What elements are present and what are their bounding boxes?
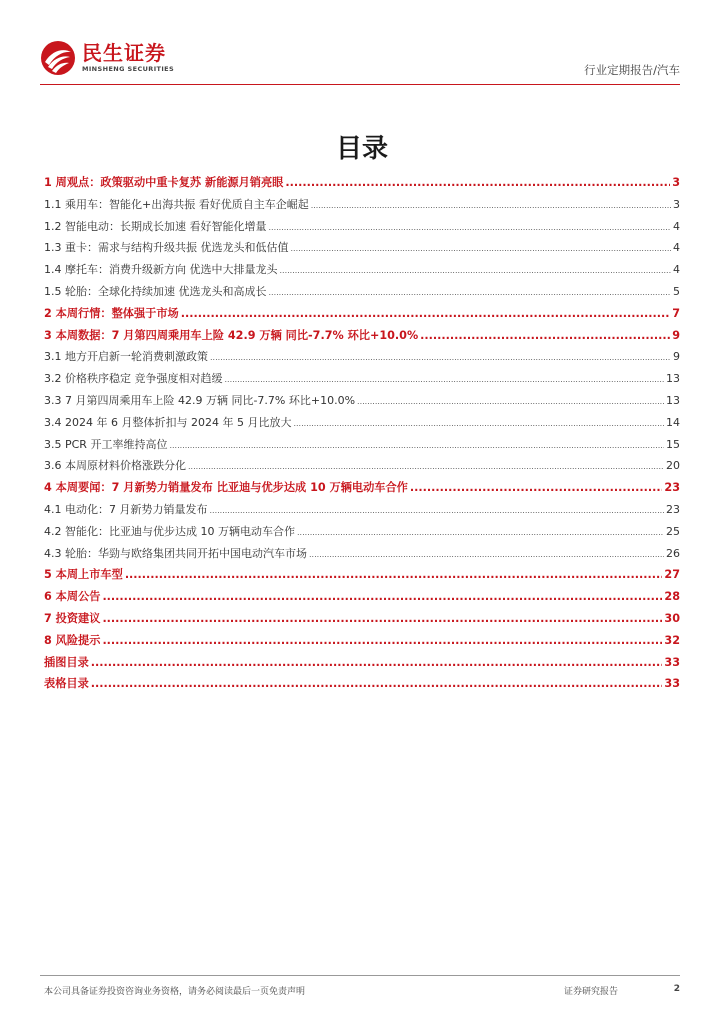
header-divider: [40, 84, 680, 85]
toc-entry-page: 4: [673, 263, 680, 277]
footer-page-number: 2: [673, 984, 680, 994]
toc-entry-title: 1.1 乘用车：智能化+出海共振 看好优质自主车企崛起: [44, 197, 309, 211]
toc-leader-dots: [269, 282, 672, 304]
toc-entry-page: 30: [664, 611, 680, 625]
toc-leader-dots: [181, 303, 670, 325]
toc-leader-dots: [297, 522, 664, 544]
toc-entry-title: 4 本周要闻：7 月新势力销量发布 比亚迪与优步达成 10 万辆电动车合作: [44, 481, 408, 495]
toc-entry-title: 8 风险提示: [44, 633, 101, 647]
toc-leader-dots: [169, 435, 664, 457]
toc-entry-title: 3.6 本周原材料价格涨跌分化: [44, 459, 186, 473]
toc-entry[interactable]: [44, 368, 680, 390]
toc-leader-dots: [102, 630, 662, 652]
toc-leader-dots: [125, 564, 663, 586]
toc-entry-title: 3 本周数据：7 月第四周乘用车上险 42.9 万辆 同比-7.7% 环比+10.0%: [44, 328, 419, 342]
toc-entry-page: 4: [673, 241, 680, 255]
toc-leader-dots: [311, 195, 671, 217]
toc-entry-page: 9: [673, 350, 680, 364]
report-type-label: 行业定期报告/汽车: [584, 63, 680, 77]
footer-disclaimer: 本公司具备证券投资咨询业务资格，请务必阅读最后一页免责声明: [44, 987, 306, 997]
toc-entry-page: 13: [666, 372, 680, 386]
toc-leader-dots: [420, 325, 670, 347]
toc-leader-dots: [293, 413, 664, 435]
toc-entry-page: 15: [666, 437, 680, 451]
toc-entry-page: 28: [664, 590, 680, 604]
toc-entry[interactable]: [44, 281, 680, 303]
toc-leader-dots: [357, 391, 664, 413]
toc-entry-page: 20: [666, 459, 680, 473]
table-of-contents: [44, 172, 680, 695]
toc-leader-dots: [91, 652, 663, 674]
toc-entry[interactable]: [44, 259, 680, 281]
toc-entry-title: 7 投资建议: [44, 611, 101, 625]
toc-entry-title: 1.4 摩托车：消费升级新方向 优选中大排量龙头: [44, 263, 278, 277]
toc-entry-title: 3.1 地方开启新一轮消费刺激政策: [44, 350, 208, 364]
toc-entry[interactable]: [44, 237, 680, 259]
toc-entry[interactable]: [44, 216, 680, 238]
footer-report-kind: 证券研究报告: [564, 987, 619, 997]
toc-entry[interactable]: [44, 390, 680, 412]
toc-entry[interactable]: [44, 477, 680, 499]
toc-entry-title: 4.1 电动化：7 月新势力销量发布: [44, 502, 208, 516]
toc-entry-page: 33: [664, 677, 680, 691]
toc-entry-title: 插图目录: [44, 655, 89, 669]
toc-leader-dots: [102, 586, 662, 608]
toc-entry[interactable]: [44, 194, 680, 216]
toc-entry[interactable]: [44, 455, 680, 477]
toc-entry-page: 3: [672, 176, 680, 189]
toc-entry-title: 表格目录: [44, 677, 89, 691]
logo-english-name: MINSHENG SECURITIES: [82, 65, 175, 73]
toc-entry[interactable]: [44, 564, 680, 586]
toc-entry[interactable]: [44, 652, 680, 674]
toc-leader-dots: [269, 217, 672, 239]
toc-leader-dots: [225, 369, 665, 391]
company-logo: [40, 40, 174, 76]
toc-entry-page: 23: [664, 481, 680, 495]
toc-entry[interactable]: [44, 630, 680, 652]
toc-entry[interactable]: [44, 172, 680, 194]
toc-entry-page: 26: [666, 546, 680, 560]
toc-entry[interactable]: [44, 325, 680, 347]
footer-divider: [40, 975, 680, 976]
toc-leader-dots: [280, 260, 672, 282]
toc-entry-title: 1.5 轮胎：全球化持续加速 优选龙头和高成长: [44, 284, 267, 298]
minsheng-logo-icon: [40, 40, 76, 76]
toc-entry[interactable]: [44, 346, 680, 368]
toc-entry-page: 9: [672, 328, 680, 342]
toc-entry-page: 13: [666, 393, 680, 407]
page-footer: [44, 984, 680, 998]
toc-entry[interactable]: [44, 434, 680, 456]
toc-entry-title: 3.3 7 月第四周乘用车上险 42.9 万辆 同比-7.7% 环比+10.0%: [44, 393, 356, 407]
logo-chinese-name: 民生证券: [82, 41, 166, 65]
toc-entry[interactable]: [44, 412, 680, 434]
toc-entry[interactable]: [44, 499, 680, 521]
toc-entry-title: 4.3 轮胎：华勁与欧络集团共同开拓中国电动汽车市场: [44, 546, 307, 560]
toc-entry[interactable]: [44, 521, 680, 543]
toc-entry-title: 6 本周公告: [44, 590, 101, 604]
toc-entry[interactable]: [44, 586, 680, 608]
toc-entry-title: 3.4 2024 年 6 月整体折扣与 2024 年 5 月比放大: [44, 415, 292, 429]
toc-entry-page: 32: [664, 633, 680, 647]
page-header: [40, 36, 680, 82]
page-title: 目录: [335, 134, 388, 164]
toc-entry-page: 5: [673, 284, 680, 298]
toc-leader-dots: [210, 347, 671, 369]
toc-entry-page: 33: [664, 655, 680, 669]
toc-entry-page: 27: [664, 568, 680, 582]
toc-entry-title: 2 本周行情：整体强于市场: [44, 306, 179, 320]
toc-entry[interactable]: [44, 673, 680, 695]
toc-entry-title: 5 本周上市车型: [44, 568, 123, 582]
toc-entry-page: 25: [666, 524, 680, 538]
toc-leader-dots: [210, 500, 665, 522]
toc-entry-title: 4.2 智能化：比亚迪与优步达成 10 万辆电动车合作: [44, 524, 295, 538]
toc-entry-title: 1.3 重卡：需求与结构升级共振 优选龙头和低估值: [44, 241, 289, 255]
toc-leader-dots: [91, 673, 663, 695]
toc-entry-title: 1 周观点：政策驱动中重卡复苏 新能源月销亮眼: [44, 176, 284, 189]
toc-entry[interactable]: [44, 543, 680, 565]
toc-leader-dots: [309, 544, 664, 566]
toc-entry-page: 23: [666, 502, 680, 516]
toc-entry-page: 14: [666, 415, 680, 429]
toc-entry-title: 3.5 PCR 开工率维持高位: [44, 437, 168, 451]
toc-leader-dots: [410, 477, 663, 499]
toc-leader-dots: [291, 238, 672, 260]
toc-entry-page: 4: [673, 219, 680, 233]
toc-leader-dots: [188, 456, 664, 478]
toc-entry-title: 3.2 价格秩序稳定 竞争强度相对趋缓: [44, 372, 223, 386]
toc-entry[interactable]: [44, 303, 680, 325]
toc-entry-title: 1.2 智能电动：长期成长加速 看好智能化增量: [44, 219, 267, 233]
toc-leader-dots: [102, 608, 662, 630]
toc-entry[interactable]: [44, 608, 680, 630]
toc-leader-dots: [285, 172, 670, 194]
toc-entry-page: 7: [672, 306, 680, 320]
toc-entry-page: 3: [673, 197, 680, 211]
